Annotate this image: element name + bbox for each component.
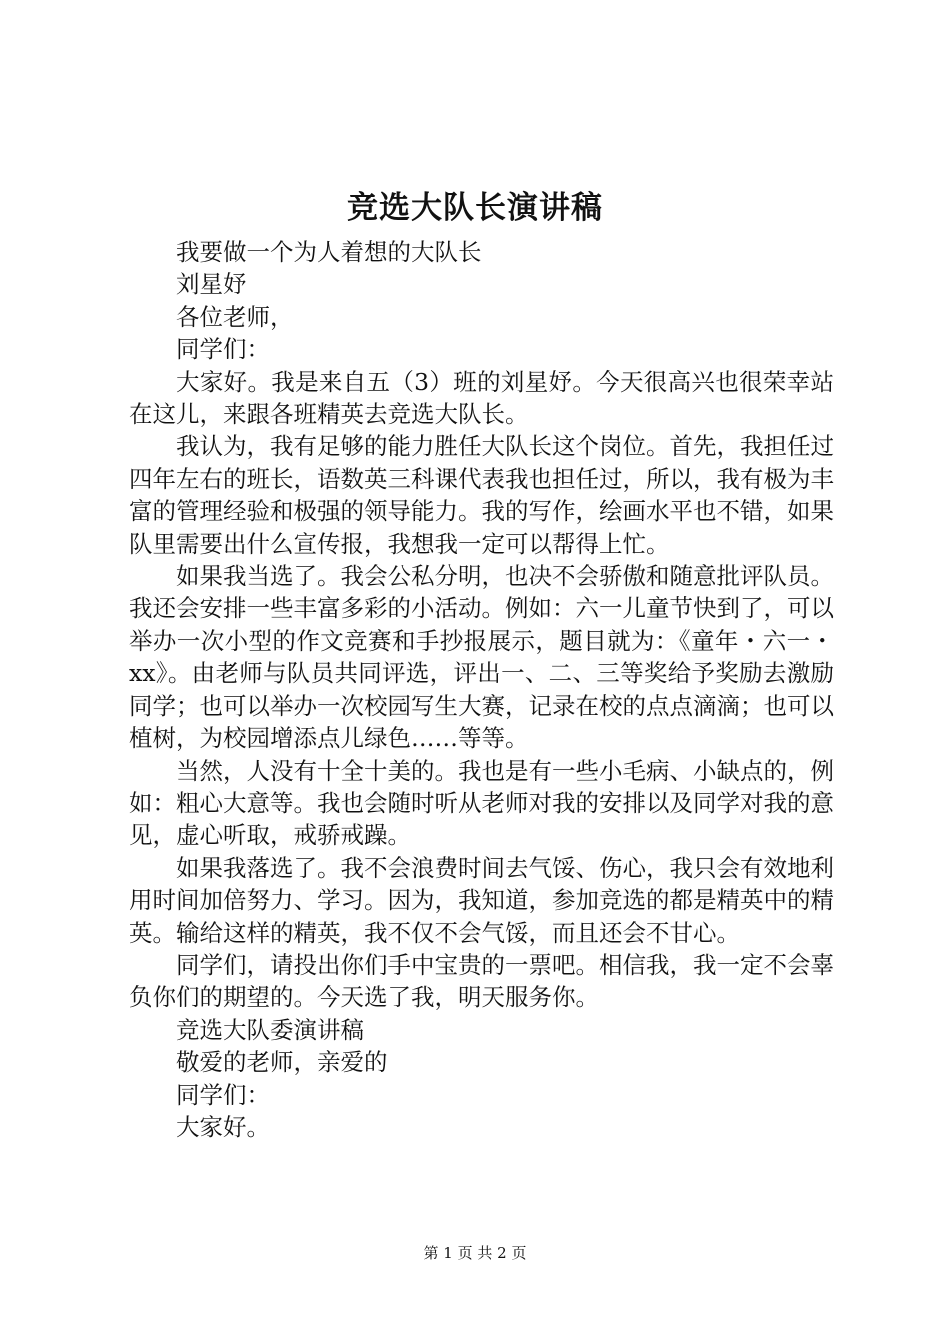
page-footer: 第 1 页 共 2 页 — [423, 1244, 527, 1262]
paragraph-author: 刘星妤 — [176, 270, 247, 299]
paragraph-closing: 同学们，请投出你们手中宝贵的一票吧。相信我，我一定不会辜负你们的期望的。今天选了我，明天服务你。 — [129, 950, 834, 1012]
paragraph-shortcomings: 当然，人没有十全十美的。我也是有一些小毛病、小缺点的，例如：粗心大意等。我也会随时听从老师对我的安排以及同学对我的意见，虚心听取，戒骄戒躁。 — [129, 756, 834, 850]
paragraph-second-title: 竞选大队委演讲稿 — [176, 1015, 364, 1044]
paragraph-greeting-students: 同学们： — [176, 335, 270, 364]
document-title: 竞选大队长演讲稿 — [347, 190, 603, 226]
document-body — [129, 236, 834, 1143]
paragraph-second-greeting: 敬爱的老师，亲爱的 — [176, 1048, 388, 1077]
paragraph-second-hello: 大家好。 — [176, 1112, 270, 1141]
paragraph-if-not-elected: 如果我落选了。我不会浪费时间去气馁、伤心，我只会有效地利用时间加倍努力、学习。因为，我知道，参加竞选的都是精英中的精英。输给这样的精英，我不仅不会气馁，而且还会不甘心。 — [129, 853, 834, 947]
paragraph-subtitle: 我要做一个为人着想的大队长 — [176, 238, 482, 266]
paragraph-qualifications: 我认为，我有足够的能力胜任大队长这个岗位。首先，我担任过四年左右的班长，语数英三科课代表我也担任过，所以，我有极为丰富的管理经验和极强的领导能力。我的写作，绘画水平也不错，如果队里需要出什么宣传报，我想我一定可以帮得上忙。 — [129, 432, 834, 558]
paragraph-intro: 大家好。我是来自五（3）班的刘星妤。今天很高兴也很荣幸站在这儿，来跟各班精英去竞选大队长。 — [129, 367, 834, 429]
paragraph-second-students: 同学们： — [176, 1080, 270, 1109]
paragraph-if-elected: 如果我当选了。我会公私分明，也决不会骄傲和随意批评队员。我还会安排一些丰富多彩的小活动。例如：六一儿童节快到了，可以举办一次小型的作文竞赛和手抄报展示，题目就为：《童年・六一・xx》。由老师与队员共同评选，评出一、二、三等奖给予奖励去激励同学；也可以举办一次校园写生大赛，记录在校的点点滴滴；也可以植树，为校园增添点儿绿色……等等。 — [129, 562, 834, 753]
paragraph-greeting-teachers: 各位老师， — [176, 302, 294, 331]
